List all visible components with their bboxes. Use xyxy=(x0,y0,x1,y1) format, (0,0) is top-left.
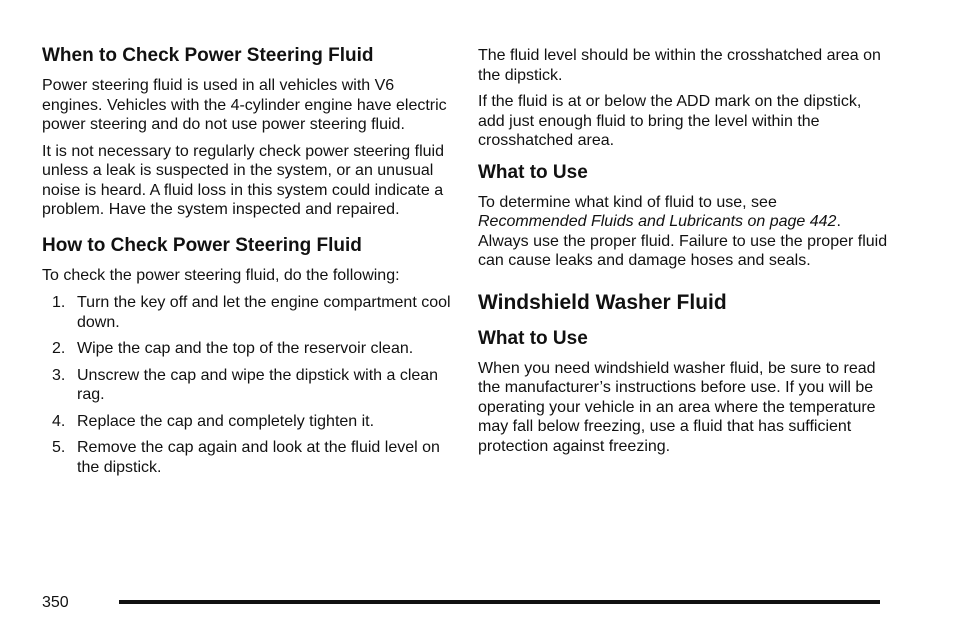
list-item xyxy=(42,366,452,405)
fluid-type-text-end: . Always use the proper fluid. Failure to use the proper fluid can cause leaks and damage hoses and seals. xyxy=(478,213,888,269)
heading-windshield-washer-fluid: Windshield Washer Fluid xyxy=(478,290,727,314)
step-number: 3. xyxy=(52,366,66,384)
paragraph-washer-fluid: When you need windshield washer fluid, be sure to read the manufacturer’s instructions before use. If you will be operating your vehicle in an area where the temperature may fall below freezing, use a fluid that has sufficient protection against freezing. xyxy=(478,359,876,455)
step-text: Remove the cap again and look at the fluid level on the dipstick. xyxy=(77,439,440,476)
paragraph-fluid-level: The fluid level should be within the crosshatched area on the dipstick. xyxy=(478,47,881,84)
step-number: 2. xyxy=(52,340,66,357)
left-column xyxy=(42,44,452,484)
list-item xyxy=(42,293,452,332)
paragraph-power-steering-usage: Power steering fluid is used in all vehicles with V6 engines. Vehicles with the 4-cylinder engine have electric power steering and do not use power steering fluid. xyxy=(42,77,447,133)
heading-what-to-use-washer: What to Use xyxy=(478,327,588,349)
paragraph-fluid-type xyxy=(478,193,888,271)
heading-how-to-check: How to Check Power Steering Fluid xyxy=(42,234,362,256)
list-item xyxy=(42,339,452,359)
step-number: 1. xyxy=(52,294,66,311)
list-item xyxy=(42,438,452,477)
paragraph-check-intro: To check the power steering fluid, do the following: xyxy=(42,266,400,284)
paragraph-regular-check: It is not necessary to regularly check power steering fluid unless a leak is suspected in the system, or an unusual noise is heard. A fluid loss in this system could indicate a problem. Have the system inspected and repaired. xyxy=(42,142,444,218)
page-number: 350 xyxy=(42,594,69,611)
heading-what-to-use-steering: What to Use xyxy=(478,161,588,183)
step-text: Wipe the cap and the top of the reservoir clean. xyxy=(77,340,414,357)
step-text: Turn the key off and let the engine compartment cool down. xyxy=(77,294,451,331)
fluid-type-text: To determine what kind of fluid to use, see xyxy=(478,193,777,211)
step-number: 5. xyxy=(52,439,66,456)
step-number: 4. xyxy=(52,412,66,430)
fluid-reference-link: Recommended Fluids and Lubricants on page 442 xyxy=(478,213,837,230)
step-text: Unscrew the cap and wipe the dipstick with a clean rag. xyxy=(77,366,439,403)
right-column xyxy=(478,46,888,463)
paragraph-add-mark: If the fluid is at or below the ADD mark on the dipstick, add just enough fluid to bring the level within the crosshatched area. xyxy=(478,93,862,149)
check-steps-list xyxy=(42,293,452,477)
list-item xyxy=(42,412,452,432)
heading-when-to-check: When to Check Power Steering Fluid xyxy=(42,45,374,66)
step-text: Replace the cap and completely tighten it. xyxy=(77,412,375,430)
footer-divider xyxy=(119,600,880,604)
